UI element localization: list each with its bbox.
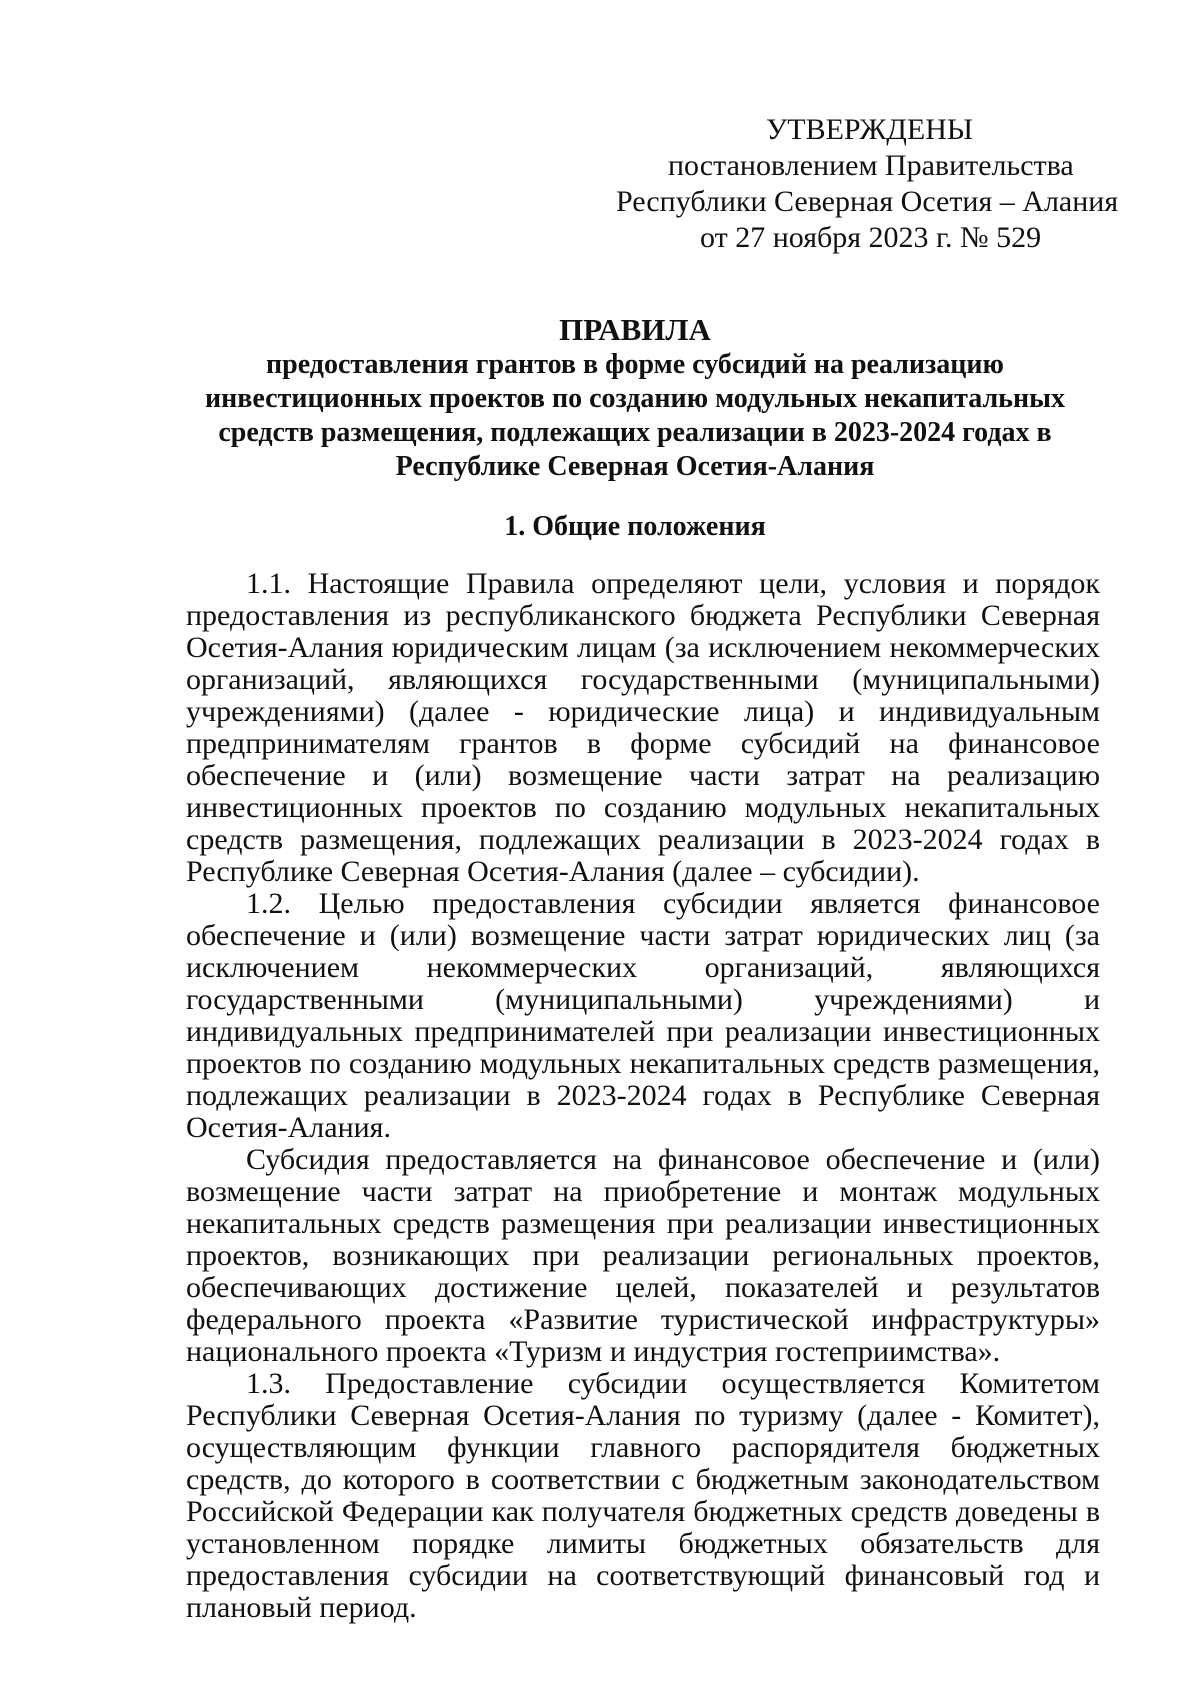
approval-heading: УТВЕРЖДЕНЫ (766, 113, 974, 146)
document-subtitle-line: инвестиционных проектов по созданию модульных некапитальных (205, 383, 1065, 414)
document-body (186, 568, 1100, 1624)
document-subtitle-line: Республике Северная Осетия-Алания (395, 451, 875, 482)
section-heading: 1. Общие положения (504, 511, 766, 542)
paragraph: 1.1. Настоящие Правила определяют цели, условия и порядок предоставления из республиканского бюджета Республики Северная Осетия-Алания юридическим лицам (за исключением некоммерческих организаций, являющихся государственными (муниципальными) учреждениями) (далее - юридические лица) и индивидуальным предпринимателям грантов в форме субсидий на финансовое обеспечение и (или) возмещение части затрат на реализацию инвестиционных проектов по созданию модульных некапитальных средств размещения, подлежащих реализации в 2023-2024 годах в Республике Северная Осетия-Алания (далее – субсидии). (186, 567, 1100, 888)
paragraph: 1.2. Целью предоставления субсидии является финансовое обеспечение и (или) возмещение части затрат юридических лиц (за исключением некоммерческих организаций, являющихся государственными (муниципальными) учреждениями) и индивидуальных предпринимателей при реализации инвестиционных проектов по созданию модульных некапитальных средств размещения, подлежащих реализации в 2023-2024 годах в Республике Северная Осетия-Алания. (186, 887, 1100, 1144)
approval-line: постановлением Правительства (668, 149, 1074, 182)
paragraph: 1.3. Предоставление субсидии осуществляется Комитетом Республики Северная Осетия-Алания по туризму (далее - Комитет), осуществляющим функции главного распорядителя бюджетных средств, до которого в соответствии с бюджетным законодательством Российской Федерации как получателя бюджетных средств доведены в установленном порядке лимиты бюджетных обязательств для предоставления субсидии на соответствующий финансовый год и плановый период. (186, 1367, 1100, 1624)
approval-line: Республики Северная Осетия – Алания (616, 185, 1119, 218)
document-title-block (160, 312, 1110, 484)
document-title: ПРАВИЛА (559, 312, 711, 347)
document-subtitle-line: средств размещения, подлежащих реализации в 2023-2024 годах в (218, 417, 1052, 448)
paragraph: Субсидия предоставляется на финансовое обеспечение и (или) возмещение части затрат на приобретение и монтаж модульных некапитальных средств размещения при реализации инвестиционных проектов, возникающих при реализации региональных проектов, обеспечивающих достижение целей, показателей и результатов федерального проекта «Развитие туристической инфраструктуры» национального проекта «Туризм и индустрия гостеприимства». (186, 1143, 1100, 1368)
approval-date-number: от 27 ноября 2023 г. № 529 (700, 221, 1042, 254)
approval-stamp (580, 112, 1119, 256)
document-subtitle-line: предоставления грантов в форме субсидий на реализацию (266, 349, 1004, 380)
